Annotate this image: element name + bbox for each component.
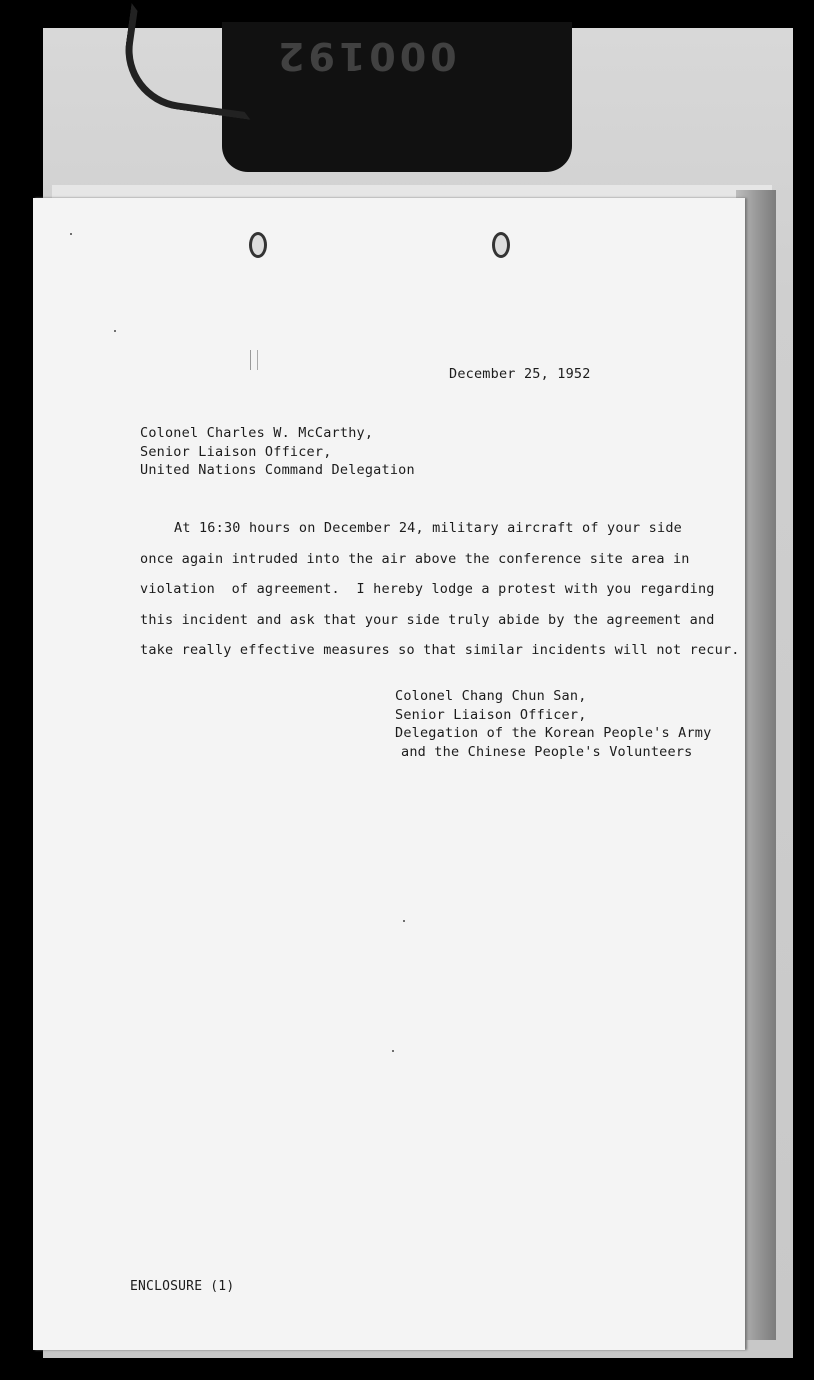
body-line: At 16:30 hours on December 24, military aircraft of your side — [174, 520, 682, 536]
body-line: once again intruded into the air above the conference site area in — [140, 550, 690, 567]
letter-date: December 25, 1952 — [449, 366, 591, 382]
speck — [403, 920, 405, 922]
signature-line: Delegation of the Korean People's Army — [395, 725, 712, 741]
pencil-mark — [250, 350, 258, 370]
addressee-line: United Nations Command Delegation — [140, 462, 415, 478]
stamp-counter: 000192 — [274, 34, 457, 78]
speck — [114, 330, 116, 332]
speck — [70, 233, 72, 235]
numbering-stamp-device — [222, 22, 572, 172]
letter-page — [33, 198, 745, 1350]
body-line: violation of agreement. I hereby lodge a protest with you regarding — [140, 581, 715, 597]
enclosure-label: ENCLOSURE (1) — [130, 1279, 235, 1294]
addressee-line: Senior Liaison Officer, — [140, 443, 332, 460]
letter-body — [140, 513, 740, 666]
addressee-block — [140, 424, 415, 480]
addressee-line: Colonel Charles W. McCarthy, — [140, 425, 374, 441]
body-line: this incident and ask that your side truly abide by the agreement and — [140, 611, 715, 628]
speck — [392, 1050, 394, 1052]
signature-line: Colonel Chang Chun San, — [395, 688, 587, 704]
punch-hole-right — [492, 232, 510, 258]
body-line: take really effective measures so that similar incidents will not recur. — [140, 642, 740, 658]
signature-block — [395, 687, 711, 761]
signature-line: Senior Liaison Officer, — [395, 706, 587, 723]
punch-hole-left — [249, 232, 267, 258]
signature-line: and the Chinese People's Volunteers — [401, 743, 693, 760]
